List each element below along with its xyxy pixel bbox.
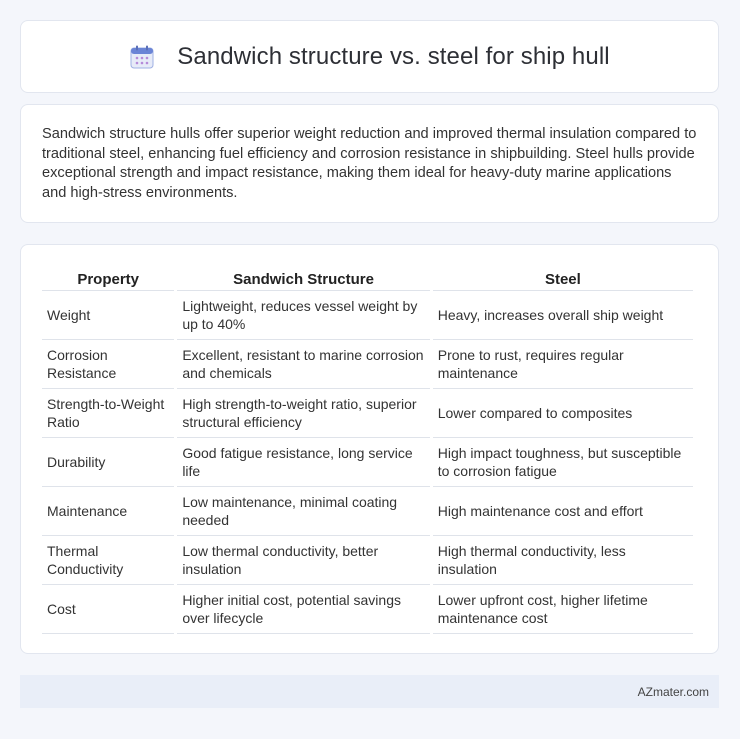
calendar-icon	[129, 44, 155, 70]
cell-steel: Prone to rust, requires regular maintenance	[433, 340, 693, 389]
table-row	[42, 389, 693, 438]
footer-site-link[interactable]: AZmater.com	[637, 684, 709, 699]
table-row	[42, 340, 693, 389]
cell-sandwich: High strength-to-weight ratio, superior structural efficiency	[177, 389, 429, 438]
comparison-table-card	[20, 244, 719, 654]
footer-bar	[20, 675, 719, 708]
table-row	[42, 536, 693, 585]
table-row	[42, 487, 693, 536]
header-steel: Steel	[433, 265, 693, 291]
summary-text: Sandwich structure hulls offer superior weight reduction and improved thermal insulation compared to traditional steel, enhancing fuel efficiency and corrosion resistance in shipbuilding. Steel hulls provide exceptional strength and impact resistance, making them ideal for heavy-duty marine applications and high-stress environments.	[42, 126, 697, 201]
cell-steel: High impact toughness, but susceptible to corrosion fatigue	[433, 438, 693, 487]
header-card	[20, 20, 719, 93]
header-sandwich-structure: Sandwich Structure	[177, 265, 429, 291]
comparison-table	[39, 265, 696, 634]
table-header-row	[42, 265, 693, 291]
cell-steel: Heavy, increases overall ship weight	[433, 291, 693, 340]
cell-property: Thermal Conductivity	[42, 536, 174, 585]
cell-steel: High thermal conductivity, less insulation	[433, 536, 693, 585]
cell-sandwich: Lightweight, reduces vessel weight by up to 40%	[177, 291, 429, 340]
cell-steel: Lower compared to composites	[433, 389, 693, 438]
cell-property: Corrosion Resistance	[42, 340, 174, 389]
page-title: Sandwich structure vs. steel for ship hull	[177, 42, 610, 70]
table-row	[42, 291, 693, 340]
cell-property: Weight	[42, 291, 174, 340]
cell-steel: High maintenance cost and effort	[433, 487, 693, 536]
cell-sandwich: Good fatigue resistance, long service life	[177, 438, 429, 487]
cell-steel: Lower upfront cost, higher lifetime maintenance cost	[433, 585, 693, 634]
cell-sandwich: Higher initial cost, potential savings over lifecycle	[177, 585, 429, 634]
cell-sandwich: Excellent, resistant to marine corrosion and chemicals	[177, 340, 429, 389]
header-property: Property	[42, 265, 174, 291]
cell-sandwich: Low thermal conductivity, better insulation	[177, 536, 429, 585]
cell-property: Durability	[42, 438, 174, 487]
summary-card	[20, 104, 719, 223]
table-row	[42, 585, 693, 634]
cell-sandwich: Low maintenance, minimal coating needed	[177, 487, 429, 536]
cell-property: Cost	[42, 585, 174, 634]
cell-property: Maintenance	[42, 487, 174, 536]
cell-property: Strength-to-Weight Ratio	[42, 389, 174, 438]
table-row	[42, 438, 693, 487]
